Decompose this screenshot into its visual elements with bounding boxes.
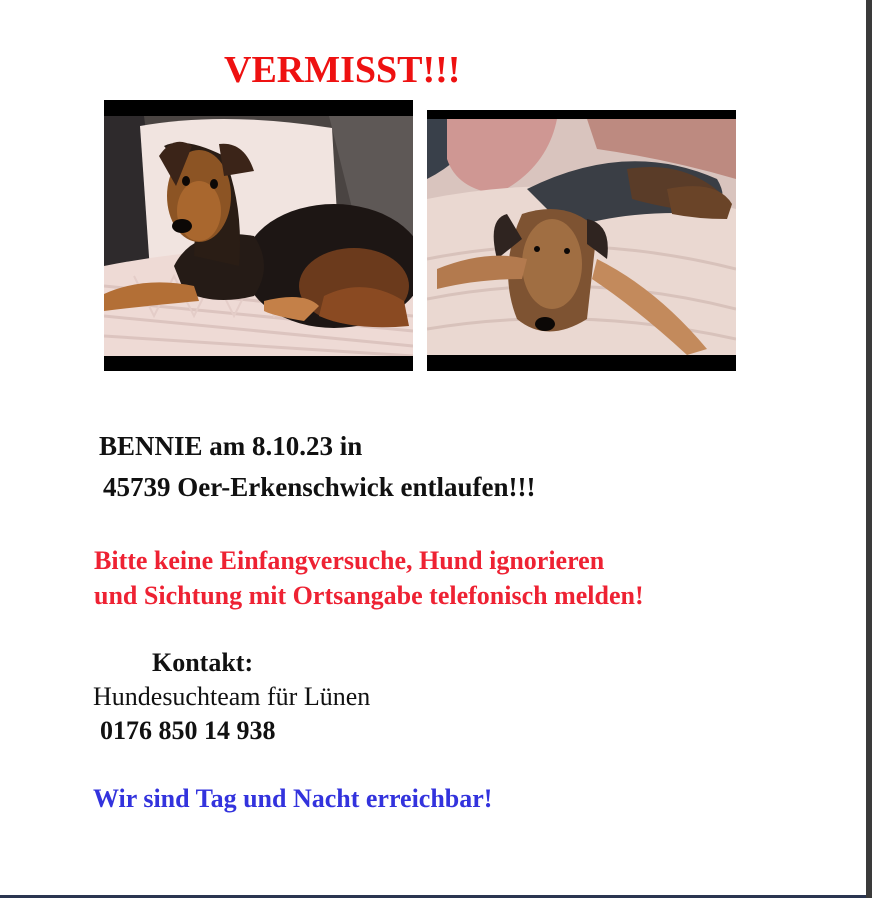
dog-photo-sitting: [104, 100, 413, 371]
location-line: 45739 Oer-Erkenschwick entlaufen!!!: [103, 472, 536, 502]
dog-lying-illustration: [427, 119, 736, 355]
warning-line-1: Bitte keine Einfangversuche, Hund ignorieren: [94, 546, 605, 575]
missing-title: VERMISST!!!: [224, 49, 461, 91]
dog-sitting-illustration: [104, 116, 413, 356]
warning-line-2: und Sichtung mit Ortsangabe telefonisch melden!: [94, 581, 644, 610]
dog-name-date-line: BENNIE am 8.10.23 in: [99, 431, 363, 461]
dog-photo-lying: [427, 110, 736, 371]
contact-name: Hundesuchteam für Lünen: [93, 682, 371, 711]
page-right-border: [866, 0, 872, 898]
contact-heading: Kontakt:: [152, 648, 254, 677]
availability-note: Wir sind Tag und Nacht erreichbar!: [93, 784, 493, 813]
contact-phone: 0176 850 14 938: [100, 716, 276, 745]
